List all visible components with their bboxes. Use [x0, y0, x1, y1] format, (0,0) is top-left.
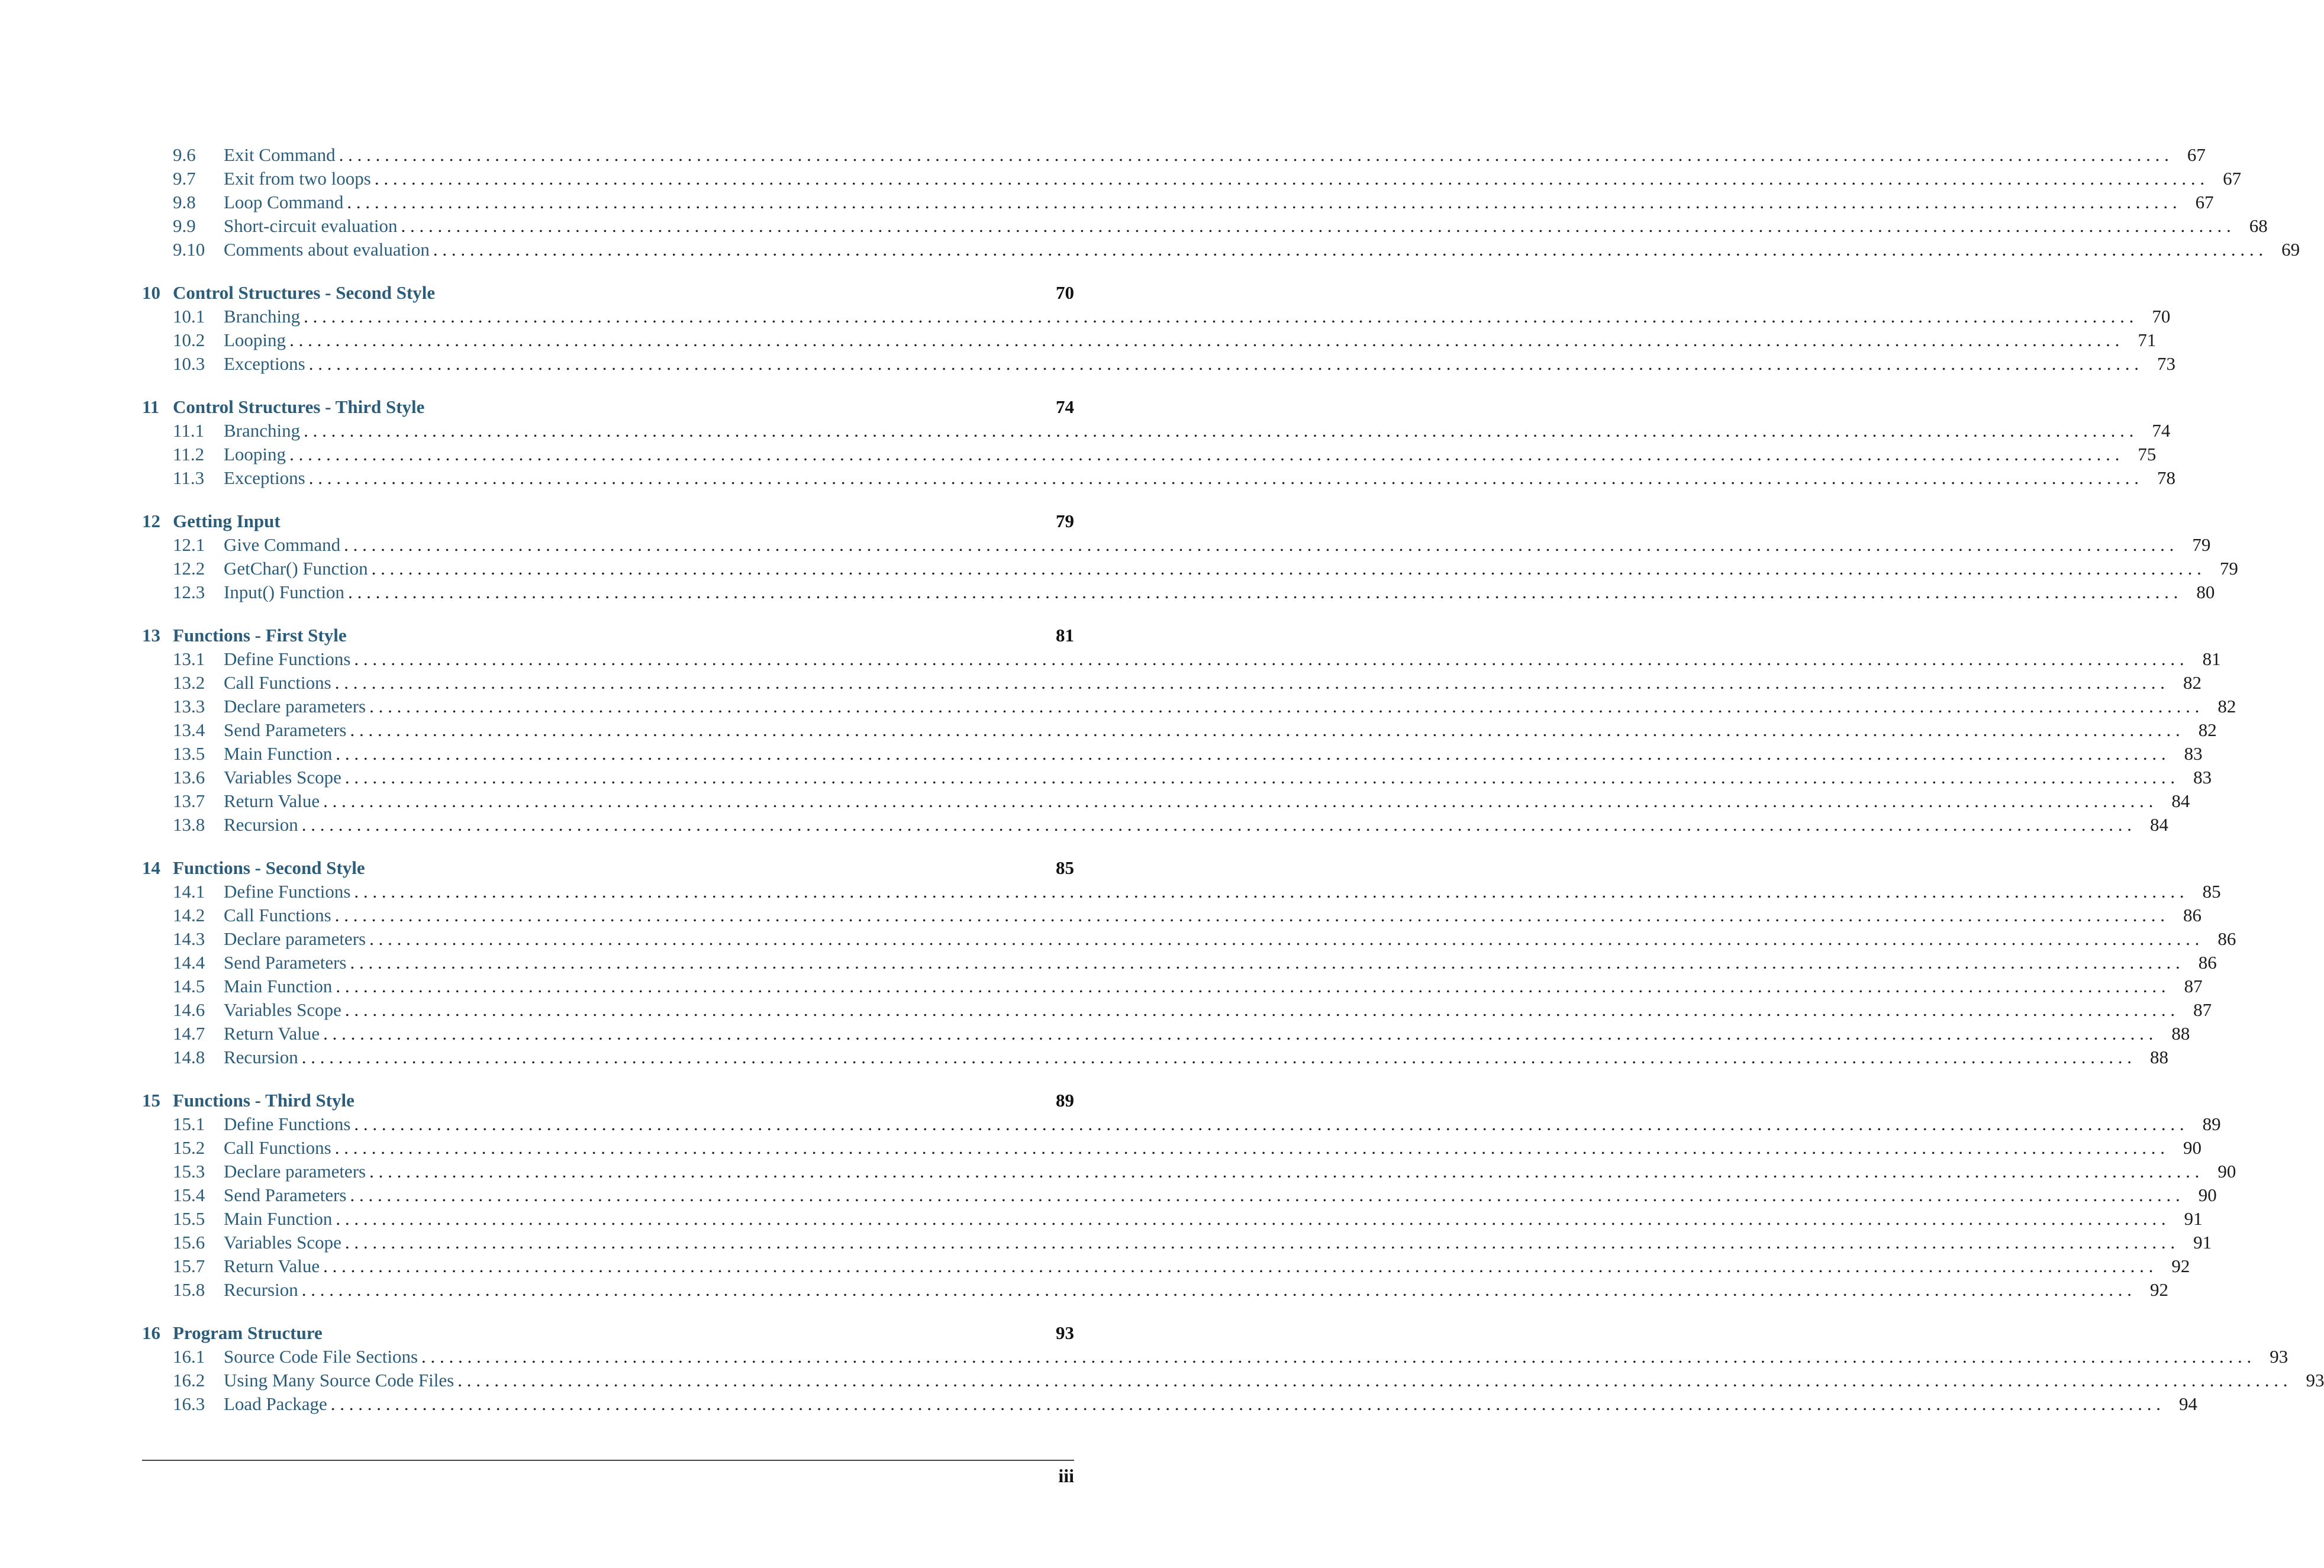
- toc-entry-page[interactable]: 80: [2196, 582, 2215, 602]
- toc-entry-number[interactable]: 10.3: [173, 353, 205, 374]
- toc-section-entry[interactable]: [142, 975, 2203, 998]
- toc-entry-page[interactable]: 90: [2183, 1137, 2201, 1158]
- toc-entry-title[interactable]: Loop Command: [224, 192, 344, 212]
- toc-section-entry[interactable]: [142, 1022, 2190, 1046]
- toc-entry-page[interactable]: 93: [2270, 1346, 2288, 1367]
- toc-dot-leader: . . . . . . . . . . . . . . . . . . . . . . . . . . . . . . . . . . . . . . . . . . . . . . . . . . . . . . . . . . . . . . . . . . . . . . . . . . . . . . . . . . . . . . . . . . . . . . . . . . . . . . . . . . . . . . . . . . . . . . . . . . . . . . . . . . . . . . . . . . . . . . . . . . . . . . . . . . . . . . . . . . . . . . . . . . . . . . . . . . . . . . . . . . . . . . . . . . . . . . . .: [354, 881, 2184, 902]
- toc-entry-page[interactable]: 92: [2171, 1256, 2190, 1276]
- toc-section-entry[interactable]: [142, 904, 2201, 927]
- toc-section-entry[interactable]: [142, 214, 2268, 238]
- toc-entry-number[interactable]: 11.3: [173, 467, 205, 488]
- toc-dot-leader: . . . . . . . . . . . . . . . . . . . . . . . . . . . . . . . . . . . . . . . . . . . . . . . . . . . . . . . . . . . . . . . . . . . . . . . . . . . . . . . . . . . . . . . . . . . . . . . . . . . . . . . . . . . . . . . . . . . . . . . . . . . . . . . . . . . . . . . . . . . . . . . . . . . . . . . . . . . . . . . . . . . . . . . . . . . . . . . . . . . . . . . . . . . . . . . . . . . . . . . .: [371, 558, 2201, 579]
- toc-section-entry[interactable]: [142, 766, 2212, 789]
- toc-dot-leader: . . . . . . . . . . . . . . . . . . . . . . . . . . . . . . . . . . . . . . . . . . . . . . . . . . . . . . . . . . . . . . . . . . . . . . . . . . . . . . . . . . . . . . . . . . . . . . . . . . . . . . . . . . . . . . . . . . . . . . . . . . . . . . . . . . . . . . . . . . . . . . . . . . . . . . . . . . . . . . . . . . . . . . . . . . . . . . . . . . . . . . . . . . . . . . . . . . . . . . . .: [301, 1279, 2132, 1300]
- toc-entry-title[interactable]: Exceptions: [224, 467, 305, 488]
- toc-entry-title[interactable]: Branching: [224, 306, 301, 327]
- toc-section-entry[interactable]: [142, 647, 2221, 671]
- toc-entry-number[interactable]: 13.3: [173, 696, 205, 717]
- toc-dot-leader: . . . . . . . . . . . . . . . . . . . . . . . . . . . . . . . . . . . . . . . . . . . . . . . . . . . . . . . . . . . . . . . . . . . . . . . . . . . . . . . . . . . . . . . . . . . . . . . . . . . . . . . . . . . . . . . . . . . . . . . . . . . . . . . . . . . . . . . . . . . . . . . . . . . . . . . . . . . . . . . . . . . . . . . . . . . . . . . . . . . . . . . . . . . . . . . . . . . . . . . .: [344, 1232, 2175, 1253]
- toc-entry-page[interactable]: 86: [2183, 905, 2201, 925]
- toc-entry-page[interactable]: 78: [2157, 467, 2175, 488]
- toc-entry-title[interactable]: Functions - First Style: [173, 625, 347, 646]
- toc-dot-leader: . . . . . . . . . . . . . . . . . . . . . . . . . . . . . . . . . . . . . . . . . . . . . . . . . . . . . . . . . . . . . . . . . . . . . . . . . . . . . . . . . . . . . . . . . . . . . . . . . . . . . . . . . . . . . . . . . . . . . . . . . . . . . . . . . . . . . . . . . . . . . . . . . . . . . . . . . . . . . . . . . . . . . . . . . . . . . . . . . . . . . . . . . . . . . . . . . . . . . . . .: [433, 239, 2264, 260]
- toc-dot-leader: . . . . . . . . . . . . . . . . . . . . . . . . . . . . . . . . . . . . . . . . . . . . . . . . . . . . . . . . . . . . . . . . . . . . . . . . . . . . . . . . . . . . . . . . . . . . . . . . . . . . . . . . . . . . . . . . . . . . . . . . . . . . . . . . . . . . . . . . . . . . . . . . . . . . . . . . . . . . . . . . . . . . . . . . . . . . . . . . . . . . . . . . . . . . . . . . . . . . . . . .: [301, 1047, 2132, 1067]
- toc-entry-number[interactable]: 13.8: [173, 814, 205, 835]
- toc-section-entry[interactable]: [142, 305, 2171, 328]
- toc-section-entry[interactable]: [142, 419, 2171, 443]
- toc-dot-leader: . . . . . . . . . . . . . . . . . . . . . . . . . . . . . . . . . . . . . . . . . . . . . . . . . . . . . . . . . . . . . . . . . . . . . . . . . . . . . . . . . . . . . . . . . . . . . . . . . . . . . . . . . . . . . . . . . . . . . . . . . . . . . . . . . . . . . . . . . . . . . . . . . . . . . . . . . . . . . . . . . . . . . . . . . . . . . . . . . . . . . . . . . . . . . . . . . . . . . . . .: [344, 534, 2174, 555]
- toc-chapter-entry[interactable]: [142, 1089, 1074, 1112]
- toc-entry-page[interactable]: 89: [2202, 1114, 2221, 1134]
- toc-entry-title[interactable]: Declare parameters: [224, 928, 366, 949]
- toc-entry-page[interactable]: 91: [2184, 1208, 2203, 1229]
- toc-section-entry[interactable]: [142, 1278, 2168, 1302]
- toc-entry-title[interactable]: Give Command: [224, 534, 341, 555]
- toc-entry-number[interactable]: 12.1: [173, 534, 205, 555]
- toc-entry-number[interactable]: 14.1: [173, 881, 205, 902]
- toc-entry-page[interactable]: 82: [2198, 720, 2217, 740]
- toc-entry-number[interactable]: 13.5: [173, 743, 205, 764]
- toc-entry-number[interactable]: 14: [142, 857, 160, 878]
- toc-entry-page[interactable]: 82: [2217, 696, 2236, 717]
- table-of-contents: [142, 143, 2324, 1416]
- toc-dot-leader: . . . . . . . . . . . . . . . . . . . . . . . . . . . . . . . . . . . . . . . . . . . . . . . . . . . . . . . . . . . . . . . . . . . . . . . . . . . . . . . . . . . . . . . . . . . . . . . . . . . . . . . . . . . . . . . . . . . . . . . . . . . . . . . . . . . . . . . . . . . . . . . . . . . . . . . . . . . . . . . . . . . . . . . . . . . . . . . . . . . . . . . . . . . . . . . . . . . . . . . .: [301, 814, 2132, 835]
- toc-entry-number[interactable]: 13.6: [173, 767, 205, 788]
- toc-entry-number[interactable]: 14.6: [173, 999, 205, 1020]
- toc-dot-leader: . . . . . . . . . . . . . . . . . . . . . . . . . . . . . . . . . . . . . . . . . . . . . . . . . . . . . . . . . . . . . . . . . . . . . . . . . . . . . . . . . . . . . . . . . . . . . . . . . . . . . . . . . . . . . . . . . . . . . . . . . . . . . . . . . . . . . . . . . . . . . . . . . . . . . . . . . . . . . . . . . . . . . . . . . . . . . . . . . . . . . . . . . . . . . . . . . . . . . . . .: [323, 791, 2154, 811]
- toc-entry-number[interactable]: 10.1: [173, 306, 205, 327]
- toc-entry-number[interactable]: 13.4: [173, 720, 205, 740]
- toc-entry-number[interactable]: 10: [142, 282, 160, 303]
- toc-entry-page[interactable]: 85: [1056, 857, 1074, 878]
- toc-section-entry[interactable]: [142, 466, 2175, 490]
- toc-section-entry[interactable]: [142, 238, 2300, 262]
- toc-entry-number[interactable]: 14.4: [173, 952, 205, 973]
- toc-entry-number[interactable]: 12.2: [173, 558, 205, 579]
- toc-entry-title[interactable]: Short-circuit evaluation: [224, 215, 398, 236]
- toc-entry-page[interactable]: 71: [2138, 330, 2157, 350]
- toc-entry-number[interactable]: 15.6: [173, 1232, 205, 1253]
- toc-dot-leader: . . . . . . . . . . . . . . . . . . . . . . . . . . . . . . . . . . . . . . . . . . . . . . . . . . . . . . . . . . . . . . . . . . . . . . . . . . . . . . . . . . . . . . . . . . . . . . . . . . . . . . . . . . . . . . . . . . . . . . . . . . . . . . . . . . . . . . . . . . . . . . . . . . . . . . . . . . . . . . . . . . . . . . . . . . . . . . . . . . . . . . . . . . . . . . . . . . . . . . . .: [339, 144, 2169, 165]
- toc-entry-number[interactable]: 11: [142, 396, 160, 417]
- toc-entry-title[interactable]: Variables Scope: [224, 767, 341, 788]
- toc-entry-page[interactable]: 88: [2171, 1023, 2190, 1044]
- toc-dot-leader: . . . . . . . . . . . . . . . . . . . . . . . . . . . . . . . . . . . . . . . . . . . . . . . . . . . . . . . . . . . . . . . . . . . . . . . . . . . . . . . . . . . . . . . . . . . . . . . . . . . . . . . . . . . . . . . . . . . . . . . . . . . . . . . . . . . . . . . . . . . . . . . . . . . . . . . . . . . . . . . . . . . . . . . . . . . . . . . . . . . . . . . . . . . . . . . . . . . . . . . .: [350, 952, 2180, 973]
- toc-entry-page[interactable]: 82: [2183, 672, 2201, 693]
- toc-dot-leader: . . . . . . . . . . . . . . . . . . . . . . . . . . . . . . . . . . . . . . . . . . . . . . . . . . . . . . . . . . . . . . . . . . . . . . . . . . . . . . . . . . . . . . . . . . . . . . . . . . . . . . . . . . . . . . . . . . . . . . . . . . . . . . . . . . . . . . . . . . . . . . . . . . . . . . . . . . . . . . . . . . . . . . . . . . . . . . . . . . . . . . . . . . . . . . . . . . . . . . . .: [354, 1114, 2184, 1134]
- toc-entry-number[interactable]: 15.1: [173, 1114, 205, 1134]
- toc-entry-page[interactable]: 87: [2193, 999, 2212, 1020]
- toc-dot-leader: . . . . . . . . . . . . . . . . . . . . . . . . . . . . . . . . . . . . . . . . . . . . . . . . . . . . . . . . . . . . . . . . . . . . . . . . . . . . . . . . . . . . . . . . . . . . . . . . . . . . . . . . . . . . . . . . . . . . . . . . . . . . . . . . . . . . . . . . . . . . . . . . . . . . . . . . . . . . . . . . . . . . . . . . . . . . . . . . . . . . . . . . . . . . . . . . . . . . . . . .: [350, 1185, 2180, 1205]
- toc-dot-leader: . . . . . . . . . . . . . . . . . . . . . . . . . . . . . . . . . . . . . . . . . . . . . . . . . . . . . . . . . . . . . . . . . . . . . . . . . . . . . . . . . . . . . . . . . . . . . . . . . . . . . . . . . . . . . . . . . . . . . . . . . . . . . . . . . . . . . . . . . . . . . . . . . . . . . . . . . . . . . . . . . . . . . . . . . . . . . . . . . . . . . . . . . . . . . . . . . . . . . . . .: [421, 1346, 2252, 1367]
- toc-entry-title[interactable]: Exit Command: [224, 144, 336, 165]
- toc-entry-page[interactable]: 90: [2217, 1161, 2236, 1182]
- toc-entry-title[interactable]: Main Function: [224, 976, 333, 996]
- toc-entry-number[interactable]: 12.3: [173, 582, 205, 602]
- toc-entry-number[interactable]: 14.7: [173, 1023, 205, 1044]
- toc-entry-number[interactable]: 11.2: [173, 444, 205, 464]
- toc-entry-number[interactable]: 13.1: [173, 649, 205, 669]
- toc-entry-number[interactable]: 14.5: [173, 976, 205, 996]
- footer-page-number: iii: [1058, 1465, 1074, 1486]
- toc-entry-number[interactable]: 15.3: [173, 1161, 205, 1182]
- toc-entry-title[interactable]: Looping: [224, 444, 286, 464]
- toc-entry-title[interactable]: Define Functions: [224, 649, 351, 669]
- toc-dot-leader: . . . . . . . . . . . . . . . . . . . . . . . . . . . . . . . . . . . . . . . . . . . . . . . . . . . . . . . . . . . . . . . . . . . . . . . . . . . . . . . . . . . . . . . . . . . . . . . . . . . . . . . . . . . . . . . . . . . . . . . . . . . . . . . . . . . . . . . . . . . . . . . . . . . . . . . . . . . . . . . . . . . . . . . . . . . . . . . . . . . . . . . . . . . . . . . . . . . . . . . .: [304, 420, 2134, 441]
- toc-entry-page[interactable]: 67: [2187, 144, 2206, 165]
- toc-chapter-entry[interactable]: [142, 509, 1074, 533]
- toc-dot-leader: . . . . . . . . . . . . . . . . . . . . . . . . . . . . . . . . . . . . . . . . . . . . . . . . . . . . . . . . . . . . . . . . . . . . . . . . . . . . . . . . . . . . . . . . . . . . . . . . . . . . . . . . . . . . . . . . . . . . . . . . . . . . . . . . . . . . . . . . . . . . . . . . . . . . . . . . . . . . . . . . . . . . . . . . . . . . . . . . . . . . . . . . . . . . . . . . . . . . . . . .: [336, 1208, 2166, 1229]
- toc-entry-page[interactable]: 73: [2157, 353, 2175, 374]
- toc-chapter-entry[interactable]: [142, 395, 1074, 419]
- toc-dot-leader: . . . . . . . . . . . . . . . . . . . . . . . . . . . . . . . . . . . . . . . . . . . . . . . . . . . . . . . . . . . . . . . . . . . . . . . . . . . . . . . . . . . . . . . . . . . . . . . . . . . . . . . . . . . . . . . . . . . . . . . . . . . . . . . . . . . . . . . . . . . . . . . . . . . . . . . . . . . . . . . . . . . . . . . . . . . . . . . . . . . . . . . . . . . . . . . . . . . . . . . .: [289, 330, 2120, 350]
- toc-entry-page[interactable]: 87: [2184, 976, 2203, 996]
- toc-entry-page[interactable]: 67: [2195, 192, 2214, 212]
- toc-entry-title[interactable]: Control Structures - Second Style: [173, 282, 436, 303]
- toc-entry-title[interactable]: Call Functions: [224, 905, 331, 925]
- toc-section-entry[interactable]: [142, 143, 2206, 167]
- toc-entry-title[interactable]: Getting Input: [173, 511, 281, 531]
- toc-entry-number[interactable]: 14.2: [173, 905, 205, 925]
- toc-dot-leader: . . . . . . . . . . . . . . . . . . . . . . . . . . . . . . . . . . . . . . . . . . . . . . . . . . . . . . . . . . . . . . . . . . . . . . . . . . . . . . . . . . . . . . . . . . . . . . . . . . . . . . . . . . . . . . . . . . . . . . . . . . . . . . . . . . . . . . . . . . . . . . . . . . . . . . . . . . . . . . . . . . . . . . . . . . . . . . . . . . . . . . . . . . . . . . . . . . . . . . . .: [334, 905, 2165, 925]
- toc-entry-page[interactable]: 85: [2202, 881, 2221, 902]
- toc-entry-number[interactable]: 9.8: [173, 192, 196, 212]
- toc-entry-number[interactable]: 14.8: [173, 1047, 205, 1067]
- toc-entry-number[interactable]: 15.8: [173, 1279, 205, 1300]
- toc-dot-leader: . . . . . . . . . . . . . . . . . . . . . . . . . . . . . . . . . . . . . . . . . . . . . . . . . . . . . . . . . . . . . . . . . . . . . . . . . . . . . . . . . . . . . . . . . . . . . . . . . . . . . . . . . . . . . . . . . . . . . . . . . . . . . . . . . . . . . . . . . . . . . . . . . . . . . . . . . . . . . . . . . . . . . . . . . . . . . . . . . . . . . . . . . . . . . . . . . . . . . . . .: [336, 976, 2166, 996]
- toc-dot-leader: . . . . . . . . . . . . . . . . . . . . . . . . . . . . . . . . . . . . . . . . . . . . . . . . . . . . . . . . . . . . . . . . . . . . . . . . . . . . . . . . . . . . . . . . . . . . . . . . . . . . . . . . . . . . . . . . . . . . . . . . . . . . . . . . . . . . . . . . . . . . . . . . . . . . . . . . . . . . . . . . . . . . . . . . . . . . . . . . . . . . . . . . . . . . . . . . . . . . . . . .: [308, 353, 2139, 374]
- toc-entry-number[interactable]: 13: [142, 625, 160, 646]
- toc-entry-page[interactable]: 83: [2193, 767, 2212, 788]
- toc-section-entry[interactable]: [142, 695, 2236, 718]
- toc-entry-title[interactable]: Declare parameters: [224, 1161, 366, 1182]
- toc-entry-title[interactable]: Send Parameters: [224, 952, 347, 973]
- toc-entry-title[interactable]: Recursion: [224, 1047, 298, 1067]
- toc-section-entry[interactable]: [142, 191, 2214, 214]
- toc-section-entry[interactable]: [142, 671, 2201, 695]
- toc-section-entry[interactable]: [142, 1207, 2203, 1231]
- toc-section-entry[interactable]: [142, 557, 2238, 580]
- toc-section-entry[interactable]: [142, 1254, 2190, 1278]
- toc-section-entry[interactable]: [142, 1231, 2212, 1254]
- toc-entry-number[interactable]: 15.4: [173, 1185, 205, 1205]
- toc-entry-title[interactable]: Using Many Source Code Files: [224, 1370, 455, 1390]
- toc-entry-title[interactable]: Variables Scope: [224, 999, 341, 1020]
- toc-dot-leader: . . . . . . . . . . . . . . . . . . . . . . . . . . . . . . . . . . . . . . . . . . . . . . . . . . . . . . . . . . . . . . . . . . . . . . . . . . . . . . . . . . . . . . . . . . . . . . . . . . . . . . . . . . . . . . . . . . . . . . . . . . . . . . . . . . . . . . . . . . . . . . . . . . . . . . . . . . . . . . . . . . . . . . . . . . . . . . . . . . . . . . . . . . . . . . . . . . . . . . . .: [334, 672, 2165, 693]
- toc-entry-page[interactable]: 74: [1056, 396, 1074, 417]
- toc-entry-page[interactable]: 93: [2306, 1370, 2324, 1390]
- toc-entry-number[interactable]: 14.3: [173, 928, 205, 949]
- toc-dot-leader: . . . . . . . . . . . . . . . . . . . . . . . . . . . . . . . . . . . . . . . . . . . . . . . . . . . . . . . . . . . . . . . . . . . . . . . . . . . . . . . . . . . . . . . . . . . . . . . . . . . . . . . . . . . . . . . . . . . . . . . . . . . . . . . . . . . . . . . . . . . . . . . . . . . . . . . . . . . . . . . . . . . . . . . . . . . . . . . . . . . . . . . . . . . . . . . . . . . . . . . .: [374, 168, 2205, 189]
- toc-entry-title[interactable]: Define Functions: [224, 1114, 351, 1134]
- toc-section-entry[interactable]: [142, 352, 2175, 376]
- toc-entry-title[interactable]: Call Functions: [224, 1137, 331, 1158]
- toc-entry-page[interactable]: 81: [2202, 649, 2221, 669]
- toc-section-entry[interactable]: [142, 1392, 2197, 1416]
- toc-entry-title[interactable]: Variables Scope: [224, 1232, 341, 1253]
- toc-section-entry[interactable]: [142, 167, 2242, 191]
- toc-dot-leader: . . . . . . . . . . . . . . . . . . . . . . . . . . . . . . . . . . . . . . . . . . . . . . . . . . . . . . . . . . . . . . . . . . . . . . . . . . . . . . . . . . . . . . . . . . . . . . . . . . . . . . . . . . . . . . . . . . . . . . . . . . . . . . . . . . . . . . . . . . . . . . . . . . . . . . . . . . . . . . . . . . . . . . . . . . . . . . . . . . . . . . . . . . . . . . . . . . . . . . . .: [308, 467, 2139, 488]
- toc-section-entry[interactable]: [142, 1046, 2168, 1069]
- toc-entry-page[interactable]: 79: [1056, 511, 1074, 531]
- toc-entry-page[interactable]: 83: [2184, 743, 2203, 764]
- toc-section-entry[interactable]: [142, 328, 2157, 352]
- toc-section-entry[interactable]: [142, 1183, 2217, 1207]
- toc-dot-leader: . . . . . . . . . . . . . . . . . . . . . . . . . . . . . . . . . . . . . . . . . . . . . . . . . . . . . . . . . . . . . . . . . . . . . . . . . . . . . . . . . . . . . . . . . . . . . . . . . . . . . . . . . . . . . . . . . . . . . . . . . . . . . . . . . . . . . . . . . . . . . . . . . . . . . . . . . . . . . . . . . . . . . . . . . . . . . . . . . . . . . . . . . . . . . . . . . . . . . . . .: [323, 1023, 2154, 1044]
- toc-dot-leader: . . . . . . . . . . . . . . . . . . . . . . . . . . . . . . . . . . . . . . . . . . . . . . . . . . . . . . . . . . . . . . . . . . . . . . . . . . . . . . . . . . . . . . . . . . . . . . . . . . . . . . . . . . . . . . . . . . . . . . . . . . . . . . . . . . . . . . . . . . . . . . . . . . . . . . . . . . . . . . . . . . . . . . . . . . . . . . . . . . . . . . . . . . . . . . . . . . . . . . . .: [334, 1137, 2165, 1158]
- toc-entry-page[interactable]: 75: [2138, 444, 2157, 464]
- toc-dot-leader: . . . . . . . . . . . . . . . . . . . . . . . . . . . . . . . . . . . . . . . . . . . . . . . . . . . . . . . . . . . . . . . . . . . . . . . . . . . . . . . . . . . . . . . . . . . . . . . . . . . . . . . . . . . . . . . . . . . . . . . . . . . . . . . . . . . . . . . . . . . . . . . . . . . . . . . . . . . . . . . . . . . . . . . . . . . . . . . . . . . . . . . . . . . . . . . . . . . . . . . .: [304, 306, 2134, 327]
- toc-dot-leader: . . . . . . . . . . . . . . . . . . . . . . . . . . . . . . . . . . . . . . . . . . . . . . . . . . . . . . . . . . . . . . . . . . . . . . . . . . . . . . . . . . . . . . . . . . . . . . . . . . . . . . . . . . . . . . . . . . . . . . . . . . . . . . . . . . . . . . . . . . . . . . . . . . . . . . . . . . . . . . . . . . . . . . . . . . . . . . . . . . . . . . . . . . . . . . . . . . . . . . . .: [348, 582, 2178, 602]
- toc-entry-number[interactable]: 16: [142, 1322, 160, 1343]
- toc-dot-leader: . . . . . . . . . . . . . . . . . . . . . . . . . . . . . . . . . . . . . . . . . . . . . . . . . . . . . . . . . . . . . . . . . . . . . . . . . . . . . . . . . . . . . . . . . . . . . . . . . . . . . . . . . . . . . . . . . . . . . . . . . . . . . . . . . . . . . . . . . . . . . . . . . . . . . . . . . . . . . . . . . . . . . . . . . . . . . . . . . . . . . . . . . . . . . . . . . . . . . . . .: [289, 444, 2120, 464]
- toc-entry-number[interactable]: 15.7: [173, 1256, 205, 1276]
- toc-dot-leader: . . . . . . . . . . . . . . . . . . . . . . . . . . . . . . . . . . . . . . . . . . . . . . . . . . . . . . . . . . . . . . . . . . . . . . . . . . . . . . . . . . . . . . . . . . . . . . . . . . . . . . . . . . . . . . . . . . . . . . . . . . . . . . . . . . . . . . . . . . . . . . . . . . . . . . . . . . . . . . . . . . . . . . . . . . . . . . . . . . . . . . . . . . . . . . . . . . . . . . . .: [347, 192, 2177, 212]
- toc-entry-number[interactable]: 9.7: [173, 168, 196, 189]
- toc-entry-number[interactable]: 13.7: [173, 791, 205, 811]
- toc-entry-number[interactable]: 9.9: [173, 215, 196, 236]
- toc-dot-leader: . . . . . . . . . . . . . . . . . . . . . . . . . . . . . . . . . . . . . . . . . . . . . . . . . . . . . . . . . . . . . . . . . . . . . . . . . . . . . . . . . . . . . . . . . . . . . . . . . . . . . . . . . . . . . . . . . . . . . . . . . . . . . . . . . . . . . . . . . . . . . . . . . . . . . . . . . . . . . . . . . . . . . . . . . . . . . . . . . . . . . . . . . . . . . . . . . . . . . . . .: [369, 928, 2200, 949]
- toc-entry-number[interactable]: 12: [142, 511, 160, 531]
- toc-entry-number[interactable]: 16.2: [173, 1370, 205, 1390]
- toc-section-entry[interactable]: [142, 580, 2215, 604]
- toc-entry-page[interactable]: 84: [2149, 814, 2168, 835]
- toc-entry-title[interactable]: Call Functions: [224, 672, 331, 693]
- toc-entry-number[interactable]: 16.3: [173, 1393, 205, 1414]
- toc-entry-title[interactable]: Send Parameters: [224, 1185, 347, 1205]
- toc-entry-title[interactable]: Recursion: [224, 1279, 298, 1300]
- toc-entry-page[interactable]: 94: [2178, 1393, 2197, 1414]
- toc-entry-title[interactable]: Source Code File Sections: [224, 1346, 418, 1367]
- toc-entry-number[interactable]: 10.2: [173, 330, 205, 350]
- toc-entry-title[interactable]: Functions - Second Style: [173, 857, 365, 878]
- toc-section-entry[interactable]: [142, 1369, 2324, 1392]
- toc-entry-title[interactable]: Functions - Third Style: [173, 1090, 354, 1111]
- toc-dot-leader: . . . . . . . . . . . . . . . . . . . . . . . . . . . . . . . . . . . . . . . . . . . . . . . . . . . . . . . . . . . . . . . . . . . . . . . . . . . . . . . . . . . . . . . . . . . . . . . . . . . . . . . . . . . . . . . . . . . . . . . . . . . . . . . . . . . . . . . . . . . . . . . . . . . . . . . . . . . . . . . . . . . . . . . . . . . . . . . . . . . . . . . . . . . . . . . . . . . . . . . .: [344, 999, 2175, 1020]
- toc-entry-title[interactable]: Program Structure: [173, 1322, 323, 1343]
- toc-entry-page[interactable]: 81: [1056, 625, 1074, 646]
- toc-entry-page[interactable]: 93: [1056, 1322, 1074, 1343]
- toc-section-entry[interactable]: [142, 927, 2236, 951]
- toc-section-entry[interactable]: [142, 813, 2168, 837]
- toc-entry-number[interactable]: 9.6: [173, 144, 196, 165]
- toc-section-entry[interactable]: [142, 951, 2217, 975]
- toc-entry-title[interactable]: Define Functions: [224, 881, 351, 902]
- toc-section-entry[interactable]: [142, 1136, 2201, 1160]
- toc-entry-title[interactable]: GetChar() Function: [224, 558, 368, 579]
- footer-divider: [142, 1460, 1074, 1461]
- toc-dot-leader: . . . . . . . . . . . . . . . . . . . . . . . . . . . . . . . . . . . . . . . . . . . . . . . . . . . . . . . . . . . . . . . . . . . . . . . . . . . . . . . . . . . . . . . . . . . . . . . . . . . . . . . . . . . . . . . . . . . . . . . . . . . . . . . . . . . . . . . . . . . . . . . . . . . . . . . . . . . . . . . . . . . . . . . . . . . . . . . . . . . . . . . . . . . . . . . . . . . . . . . .: [369, 1161, 2200, 1182]
- toc-entry-title[interactable]: Recursion: [224, 814, 298, 835]
- toc-entry-page[interactable]: 91: [2193, 1232, 2212, 1253]
- toc-entry-title[interactable]: Exit from two loops: [224, 168, 371, 189]
- toc-entry-title[interactable]: Input() Function: [224, 582, 345, 602]
- toc-section-entry[interactable]: [142, 742, 2203, 766]
- toc-chapter-entry[interactable]: [142, 624, 1074, 647]
- toc-entry-title[interactable]: Return Value: [224, 1256, 320, 1276]
- toc-entry-page[interactable]: 69: [2281, 239, 2300, 260]
- toc-entry-page[interactable]: 92: [2149, 1279, 2168, 1300]
- toc-dot-leader: . . . . . . . . . . . . . . . . . . . . . . . . . . . . . . . . . . . . . . . . . . . . . . . . . . . . . . . . . . . . . . . . . . . . . . . . . . . . . . . . . . . . . . . . . . . . . . . . . . . . . . . . . . . . . . . . . . . . . . . . . . . . . . . . . . . . . . . . . . . . . . . . . . . . . . . . . . . . . . . . . . . . . . . . . . . . . . . . . . . . . . . . . . . . . . . . . . . . . . . .: [457, 1370, 2288, 1390]
- toc-dot-leader: . . . . . . . . . . . . . . . . . . . . . . . . . . . . . . . . . . . . . . . . . . . . . . . . . . . . . . . . . . . . . . . . . . . . . . . . . . . . . . . . . . . . . . . . . . . . . . . . . . . . . . . . . . . . . . . . . . . . . . . . . . . . . . . . . . . . . . . . . . . . . . . . . . . . . . . . . . . . . . . . . . . . . . . . . . . . . . . . . . . . . . . . . . . . . . . . . . . . . . . .: [401, 215, 2231, 236]
- toc-section-entry[interactable]: [142, 1345, 2288, 1369]
- toc-entry-page[interactable]: 84: [2171, 791, 2190, 811]
- toc-entry-title[interactable]: Exceptions: [224, 353, 305, 374]
- toc-entry-number[interactable]: 16.1: [173, 1346, 205, 1367]
- toc-entry-page[interactable]: 86: [2217, 928, 2236, 949]
- toc-dot-leader: . . . . . . . . . . . . . . . . . . . . . . . . . . . . . . . . . . . . . . . . . . . . . . . . . . . . . . . . . . . . . . . . . . . . . . . . . . . . . . . . . . . . . . . . . . . . . . . . . . . . . . . . . . . . . . . . . . . . . . . . . . . . . . . . . . . . . . . . . . . . . . . . . . . . . . . . . . . . . . . . . . . . . . . . . . . . . . . . . . . . . . . . . . . . . . . . . . . . . . . .: [344, 767, 2175, 788]
- toc-entry-page[interactable]: 74: [2152, 420, 2171, 441]
- toc-entry-page[interactable]: 88: [2149, 1047, 2168, 1067]
- toc-entry-page[interactable]: 89: [1056, 1090, 1074, 1111]
- toc-entry-number[interactable]: 15: [142, 1090, 160, 1111]
- toc-dot-leader: . . . . . . . . . . . . . . . . . . . . . . . . . . . . . . . . . . . . . . . . . . . . . . . . . . . . . . . . . . . . . . . . . . . . . . . . . . . . . . . . . . . . . . . . . . . . . . . . . . . . . . . . . . . . . . . . . . . . . . . . . . . . . . . . . . . . . . . . . . . . . . . . . . . . . . . . . . . . . . . . . . . . . . . . . . . . . . . . . . . . . . . . . . . . . . . . . . . . . . . .: [354, 649, 2184, 669]
- toc-entry-number[interactable]: 11.1: [173, 420, 205, 441]
- toc-entry-title[interactable]: Comments about evaluation: [224, 239, 430, 260]
- toc-entry-title[interactable]: Load Package: [224, 1393, 327, 1414]
- toc-entry-title[interactable]: Control Structures - Third Style: [173, 396, 425, 417]
- toc-entry-page[interactable]: 79: [2219, 558, 2238, 579]
- toc-dot-leader: . . . . . . . . . . . . . . . . . . . . . . . . . . . . . . . . . . . . . . . . . . . . . . . . . . . . . . . . . . . . . . . . . . . . . . . . . . . . . . . . . . . . . . . . . . . . . . . . . . . . . . . . . . . . . . . . . . . . . . . . . . . . . . . . . . . . . . . . . . . . . . . . . . . . . . . . . . . . . . . . . . . . . . . . . . . . . . . . . . . . . . . . . . . . . . . . . . . . . . . .: [336, 743, 2166, 764]
- toc-entry-page[interactable]: 70: [1056, 282, 1074, 303]
- toc-chapter-entry[interactable]: [142, 281, 1074, 305]
- toc-entry-title[interactable]: Main Function: [224, 743, 333, 764]
- toc-section-entry[interactable]: [142, 880, 2221, 904]
- toc-entry-page[interactable]: 86: [2198, 952, 2217, 973]
- toc-entry-number[interactable]: 15.5: [173, 1208, 205, 1229]
- toc-entry-title[interactable]: Return Value: [224, 1023, 320, 1044]
- toc-entry-page[interactable]: 67: [2223, 168, 2242, 189]
- toc-entry-page[interactable]: 70: [2152, 306, 2171, 327]
- toc-entry-title[interactable]: Return Value: [224, 791, 320, 811]
- toc-chapter-entry[interactable]: [142, 856, 1074, 880]
- toc-entry-title[interactable]: Looping: [224, 330, 286, 350]
- toc-entry-title[interactable]: Send Parameters: [224, 720, 347, 740]
- toc-section-entry[interactable]: [142, 789, 2190, 813]
- toc-entry-number[interactable]: 15.2: [173, 1137, 205, 1158]
- toc-entry-page[interactable]: 79: [2192, 534, 2211, 555]
- toc-section-entry[interactable]: [142, 443, 2157, 466]
- toc-entry-number[interactable]: 13.2: [173, 672, 205, 693]
- toc-entry-title[interactable]: Branching: [224, 420, 301, 441]
- toc-entry-number[interactable]: 9.10: [173, 239, 205, 260]
- toc-dot-leader: . . . . . . . . . . . . . . . . . . . . . . . . . . . . . . . . . . . . . . . . . . . . . . . . . . . . . . . . . . . . . . . . . . . . . . . . . . . . . . . . . . . . . . . . . . . . . . . . . . . . . . . . . . . . . . . . . . . . . . . . . . . . . . . . . . . . . . . . . . . . . . . . . . . . . . . . . . . . . . . . . . . . . . . . . . . . . . . . . . . . . . . . . . . . . . . . . . . . . . . .: [323, 1256, 2154, 1276]
- toc-section-entry[interactable]: [142, 1112, 2221, 1136]
- toc-section-entry[interactable]: [142, 998, 2212, 1022]
- toc-section-entry[interactable]: [142, 533, 2211, 557]
- toc-section-entry[interactable]: [142, 718, 2217, 742]
- toc-dot-leader: . . . . . . . . . . . . . . . . . . . . . . . . . . . . . . . . . . . . . . . . . . . . . . . . . . . . . . . . . . . . . . . . . . . . . . . . . . . . . . . . . . . . . . . . . . . . . . . . . . . . . . . . . . . . . . . . . . . . . . . . . . . . . . . . . . . . . . . . . . . . . . . . . . . . . . . . . . . . . . . . . . . . . . . . . . . . . . . . . . . . . . . . . . . . . . . . . . . . . . . .: [369, 696, 2200, 717]
- toc-dot-leader: . . . . . . . . . . . . . . . . . . . . . . . . . . . . . . . . . . . . . . . . . . . . . . . . . . . . . . . . . . . . . . . . . . . . . . . . . . . . . . . . . . . . . . . . . . . . . . . . . . . . . . . . . . . . . . . . . . . . . . . . . . . . . . . . . . . . . . . . . . . . . . . . . . . . . . . . . . . . . . . . . . . . . . . . . . . . . . . . . . . . . . . . . . . . . . . . . . . . . . . .: [330, 1393, 2161, 1414]
- toc-entry-title[interactable]: Declare parameters: [224, 696, 366, 717]
- toc-chapter-entry[interactable]: [142, 1321, 1074, 1345]
- toc-entry-page[interactable]: 90: [2198, 1185, 2217, 1205]
- toc-entry-title[interactable]: Main Function: [224, 1208, 333, 1229]
- toc-dot-leader: . . . . . . . . . . . . . . . . . . . . . . . . . . . . . . . . . . . . . . . . . . . . . . . . . . . . . . . . . . . . . . . . . . . . . . . . . . . . . . . . . . . . . . . . . . . . . . . . . . . . . . . . . . . . . . . . . . . . . . . . . . . . . . . . . . . . . . . . . . . . . . . . . . . . . . . . . . . . . . . . . . . . . . . . . . . . . . . . . . . . . . . . . . . . . . . . . . . . . . . .: [350, 720, 2180, 740]
- toc-section-entry[interactable]: [142, 1160, 2236, 1183]
- toc-entry-page[interactable]: 68: [2249, 215, 2268, 236]
